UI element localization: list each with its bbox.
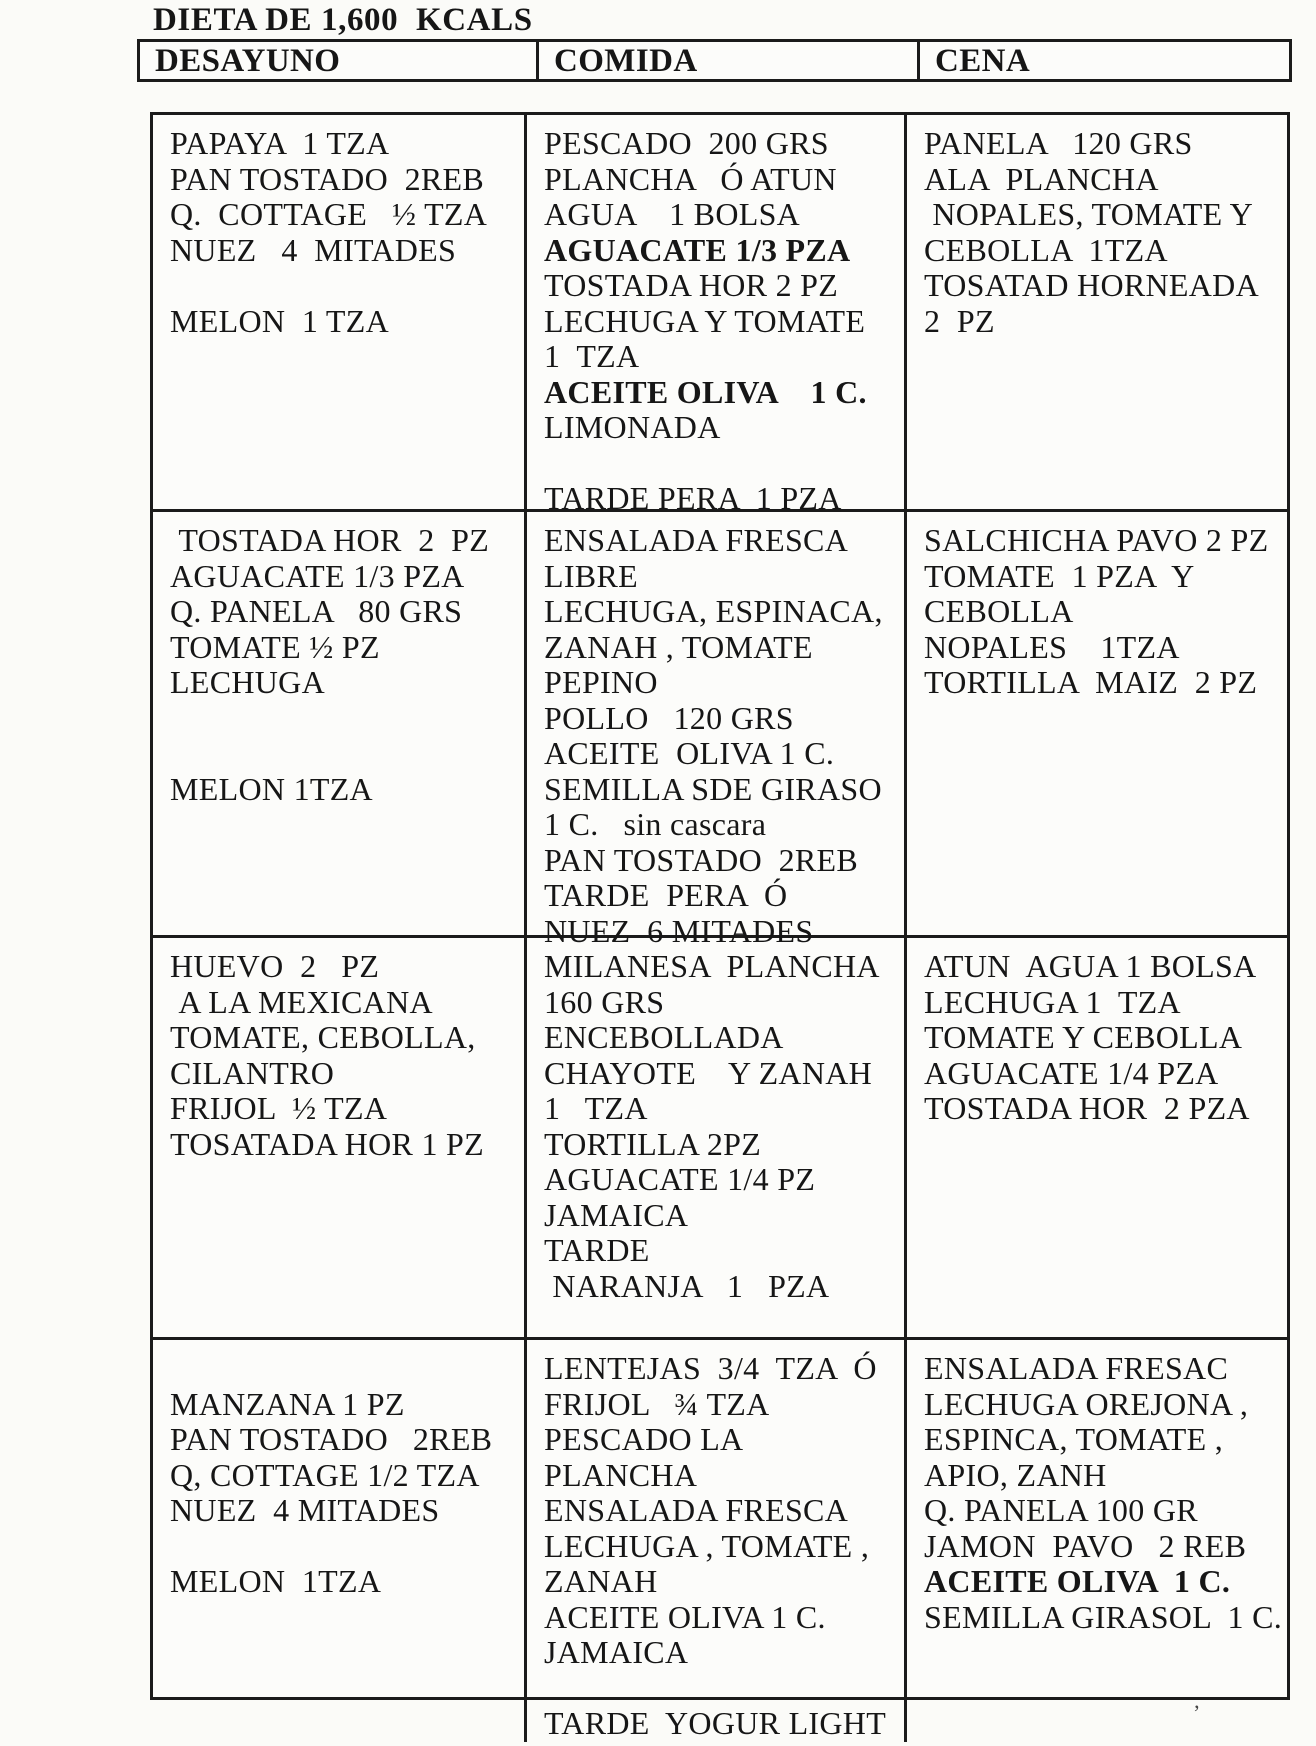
- diet-line: AGUACATE 1/4 PZ: [544, 1161, 816, 1197]
- cell-comida-row4: [527, 1340, 907, 1742]
- diet-line: ALA PLANCHA: [924, 160, 1159, 197]
- diet-line: A LA MEXICANA: [170, 983, 433, 1020]
- diet-line: [170, 701, 520, 737]
- diet-line: PESCADO LA PLANCHA: [544, 1421, 751, 1493]
- diet-line: TOSTADA HOR 2 PZ: [170, 522, 490, 558]
- cell-desayuno-row3: [153, 938, 527, 1340]
- diet-line: AGUACATE 1/4 PZA: [924, 1054, 1219, 1091]
- diet-line: AGUACATE 1/3 PZA: [544, 231, 851, 268]
- diet-line: PAN TOSTADO 2REB: [170, 160, 485, 197]
- diet-line: SALCHICHA PAVO 2 PZ: [924, 522, 1269, 558]
- diet-line: JAMAICA: [544, 1634, 689, 1670]
- diet-line: 1 TZA: [544, 1090, 648, 1126]
- diet-line: [170, 268, 520, 304]
- diet-line: ENSALADA FRESCA: [544, 522, 849, 558]
- cell-desayuno-row4: [153, 1340, 527, 1742]
- diet-line: CEBOLLA: [924, 593, 1074, 629]
- diet-line: APIO, ZANH: [924, 1456, 1107, 1493]
- diet-line: LECHUGA: [170, 664, 325, 700]
- diet-line: JAMAICA: [544, 1196, 689, 1233]
- cell-cena-row3: [907, 938, 1287, 1340]
- diet-line: MILANESA PLANCHA: [544, 948, 880, 984]
- cell-desayuno-row1: [153, 115, 527, 512]
- diet-line: TORTILLA 2PZ: [544, 1125, 762, 1162]
- diet-line: [544, 1671, 900, 1707]
- diet-line: LECHUGA , TOMATE ,: [544, 1527, 870, 1564]
- diet-line: LENTEJAS 3/4 TZA Ó: [544, 1350, 877, 1386]
- diet-line: ESPINCA, TOMATE ,: [924, 1421, 1224, 1457]
- diet-line: TARDE YOGUR LIGHT: [544, 1705, 887, 1741]
- diet-line: TORTILLA MAIZ 2 PZ: [924, 664, 1258, 700]
- diet-line: PAPAYA 1 TZA: [170, 125, 390, 161]
- diet-line: CEBOLLA 1TZA: [924, 231, 1168, 268]
- cell-cena-row1: [907, 115, 1287, 512]
- diet-line: MELON 1 TZA: [170, 302, 389, 339]
- diet-line: AGUACATE 1/3 PZA: [170, 557, 465, 594]
- diet-line: PAN TOSTADO 2REB: [544, 841, 859, 878]
- column-header-desayuno: DESAYUNO: [140, 42, 539, 80]
- diet-line: Q, COTTAGE 1/2 TZA: [170, 1456, 480, 1493]
- diet-line: TARDE: [544, 1232, 650, 1268]
- diet-line: LIMONADA: [544, 409, 721, 445]
- cell-cena-row4: [907, 1340, 1287, 1742]
- diet-line: [170, 1351, 520, 1387]
- diet-line: Q. PANELA 100 GR: [924, 1492, 1198, 1528]
- diet-line: ATUN AGUA 1 BOLSA: [924, 948, 1257, 984]
- diet-line: MELON 1TZA: [170, 770, 373, 807]
- diet-line: 2 PZ: [924, 302, 995, 339]
- diet-line: SEMILLA SDE GIRASO: [544, 770, 882, 807]
- diet-line: Q. COTTAGE ½ TZA: [170, 196, 488, 232]
- diet-line: NARANJA 1 PZA: [544, 1267, 830, 1304]
- cell-comida-row1: [527, 115, 907, 516]
- diet-line: TOSATAD HORNEADA: [924, 267, 1259, 303]
- cell-comida-row3: [527, 938, 907, 1340]
- diet-line: [544, 446, 900, 482]
- cell-comida-row2: [527, 512, 907, 949]
- diet-table-body: [150, 112, 1290, 1741]
- diet-line: NUEZ 6 MITADES: [544, 912, 814, 949]
- diet-line: TARDE PERA 1 PZA: [544, 480, 842, 516]
- table-header-row: [137, 39, 1292, 82]
- diet-line: NUEZ 4 MITADES: [170, 231, 457, 268]
- diet-line: LIBRE: [544, 557, 638, 594]
- document-title: DIETA DE 1,600 KCALS: [153, 2, 533, 38]
- diet-line: LECHUGA, ESPINACA,: [544, 593, 883, 629]
- diet-line: SEMILLA GIRASOL 1 C.: [924, 1598, 1283, 1635]
- diet-line: Q. PANELA 80 GRS: [170, 593, 463, 629]
- diet-line: NOPALES 1TZA: [924, 628, 1180, 665]
- diet-line: TOMATE ½ PZ: [170, 628, 380, 665]
- diet-line: PANELA 120 GRS: [924, 125, 1193, 161]
- diet-line: [170, 736, 520, 772]
- cell-desayuno-row2: [153, 512, 527, 938]
- diet-line: CILANTRO: [170, 1054, 335, 1091]
- diet-line: TARDE PERA Ó: [544, 877, 788, 913]
- diet-line: TOSATADA HOR 1 PZ: [170, 1125, 484, 1162]
- diet-line: JAMON PAVO 2 REB: [924, 1527, 1247, 1564]
- scan-artifact-mark: ’: [1193, 1700, 1201, 1725]
- diet-line: MANZANA 1 PZ: [170, 1385, 405, 1422]
- diet-line: LECHUGA OREJONA ,: [924, 1385, 1249, 1422]
- diet-line: 1 C. sin cascara: [544, 806, 767, 842]
- diet-line: CHAYOTE Y ZANAH: [544, 1054, 873, 1091]
- diet-line: ACEITE OLIVA 1 C.: [924, 1563, 1231, 1599]
- diet-line: ZANAH: [544, 1563, 658, 1599]
- diet-line: TOMATE, CEBOLLA,: [170, 1019, 476, 1055]
- diet-line: TOMATE 1 PZA Y: [924, 557, 1195, 594]
- diet-line: PLANCHA Ó ATUN: [544, 160, 837, 197]
- diet-line: 160 GRS: [544, 983, 665, 1020]
- diet-line: 1 TZA: [544, 338, 640, 374]
- diet-line: PEPINO: [544, 664, 658, 700]
- diet-line: TOSTADA HOR 2 PZ: [544, 267, 839, 303]
- cell-cena-row2: [907, 512, 1287, 938]
- diet-line: LECHUGA 1 TZA: [924, 983, 1181, 1020]
- diet-line: ACEITE OLIVA 1 C.: [544, 735, 835, 771]
- diet-line: FRIJOL ¾ TZA: [544, 1385, 770, 1422]
- diet-line: ACEITE OLIVA 1 C.: [544, 373, 867, 410]
- diet-line: FRIJOL ½ TZA: [170, 1090, 388, 1126]
- diet-line: ENSALADA FRESAC: [924, 1350, 1229, 1386]
- diet-line: NUEZ 4 MITADES: [170, 1492, 440, 1528]
- diet-line: TOSTADA HOR 2 PZA: [924, 1090, 1250, 1126]
- diet-line: HUEVO 2 PZ: [170, 948, 380, 984]
- diet-line: TOMATE Y CEBOLLA: [924, 1019, 1243, 1055]
- diet-line: ENSALADA FRESCA: [544, 1492, 849, 1528]
- diet-line: POLLO 120 GRS: [544, 699, 794, 736]
- diet-line: NOPALES, TOMATE Y: [924, 196, 1254, 232]
- diet-line: ENCEBOLLADA: [544, 1019, 784, 1055]
- diet-line: AGUA 1 BOLSA: [544, 196, 801, 232]
- diet-line: PESCADO 200 GRS: [544, 125, 829, 161]
- diet-line: PAN TOSTADO 2REB: [170, 1421, 493, 1457]
- diet-line: LECHUGA Y TOMATE: [544, 302, 866, 339]
- column-header-comida: COMIDA: [539, 42, 920, 80]
- column-header-cena: CENA: [935, 43, 1031, 79]
- diet-line: ZANAH , TOMATE: [544, 628, 813, 665]
- diet-line: ACEITE OLIVA 1 C.: [544, 1598, 826, 1635]
- diet-line: [170, 1529, 520, 1565]
- diet-line: MELON 1TZA: [170, 1563, 382, 1599]
